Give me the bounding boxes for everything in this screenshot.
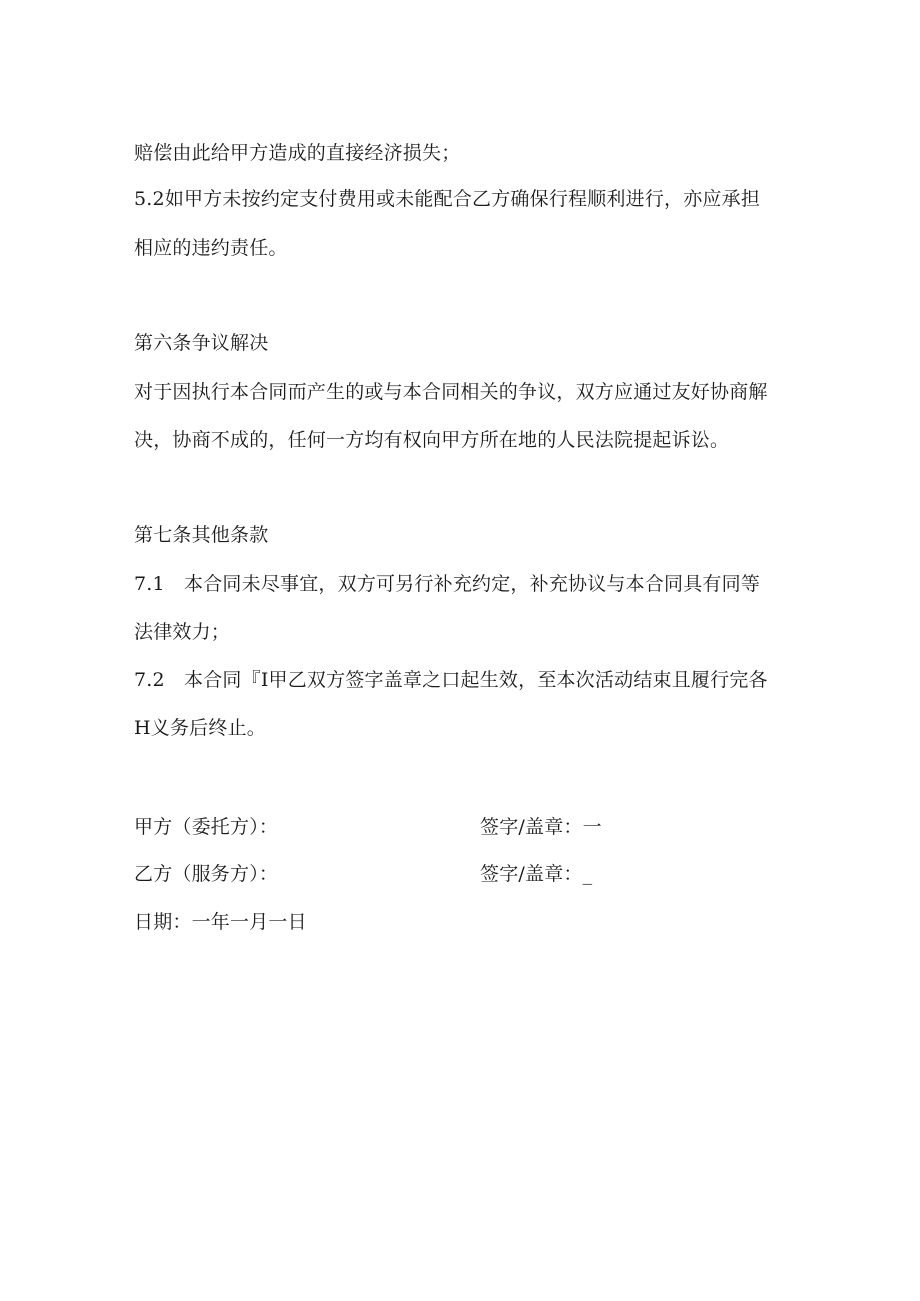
party-a-label: 甲方（委托方）： xyxy=(134,816,279,838)
paragraph-line: 对于因执行本合同而产生的或与本合同相关的争议，双方应通过友好协商解 xyxy=(134,381,768,403)
paragraph-line: 法律效力； xyxy=(134,621,231,643)
section-heading-article-7: 第七条其他条款 xyxy=(134,524,269,546)
section-heading-article-6: 第六条争议解决 xyxy=(134,332,269,354)
party-b-label: 乙方（服务方）： xyxy=(134,863,279,885)
party-a-signature-field: 签字/盖章：一 xyxy=(480,816,602,838)
paragraph-line: 决，协商不成的，任何一方均有权向甲方所在地的人民法院提起诉讼。 xyxy=(134,429,730,451)
clause-7-2-line: 7.2 本合同『I甲乙双方签字盖章之口起生效，至本次活动结束且履行完各 xyxy=(134,669,768,691)
party-b-signature-field: 签字/盖章：_ xyxy=(480,863,593,885)
paragraph-line: 相应的违约责任。 xyxy=(134,237,288,259)
paragraph-line: H义务后终止。 xyxy=(134,717,266,739)
clause-5-2-line: 5.2如甲方未按约定支付费用或未能配合乙方确保行程顺利进行，亦应承担 xyxy=(134,188,761,210)
paragraph-line: 赔偿由此给甲方造成的直接经济损失； xyxy=(134,142,461,164)
clause-7-1-line: 7.1 本合同未尽事宜，双方可另行补充约定，补充协议与本合同具有同等 xyxy=(134,573,761,595)
date-line: 日期：一年一月一日 xyxy=(134,911,307,933)
